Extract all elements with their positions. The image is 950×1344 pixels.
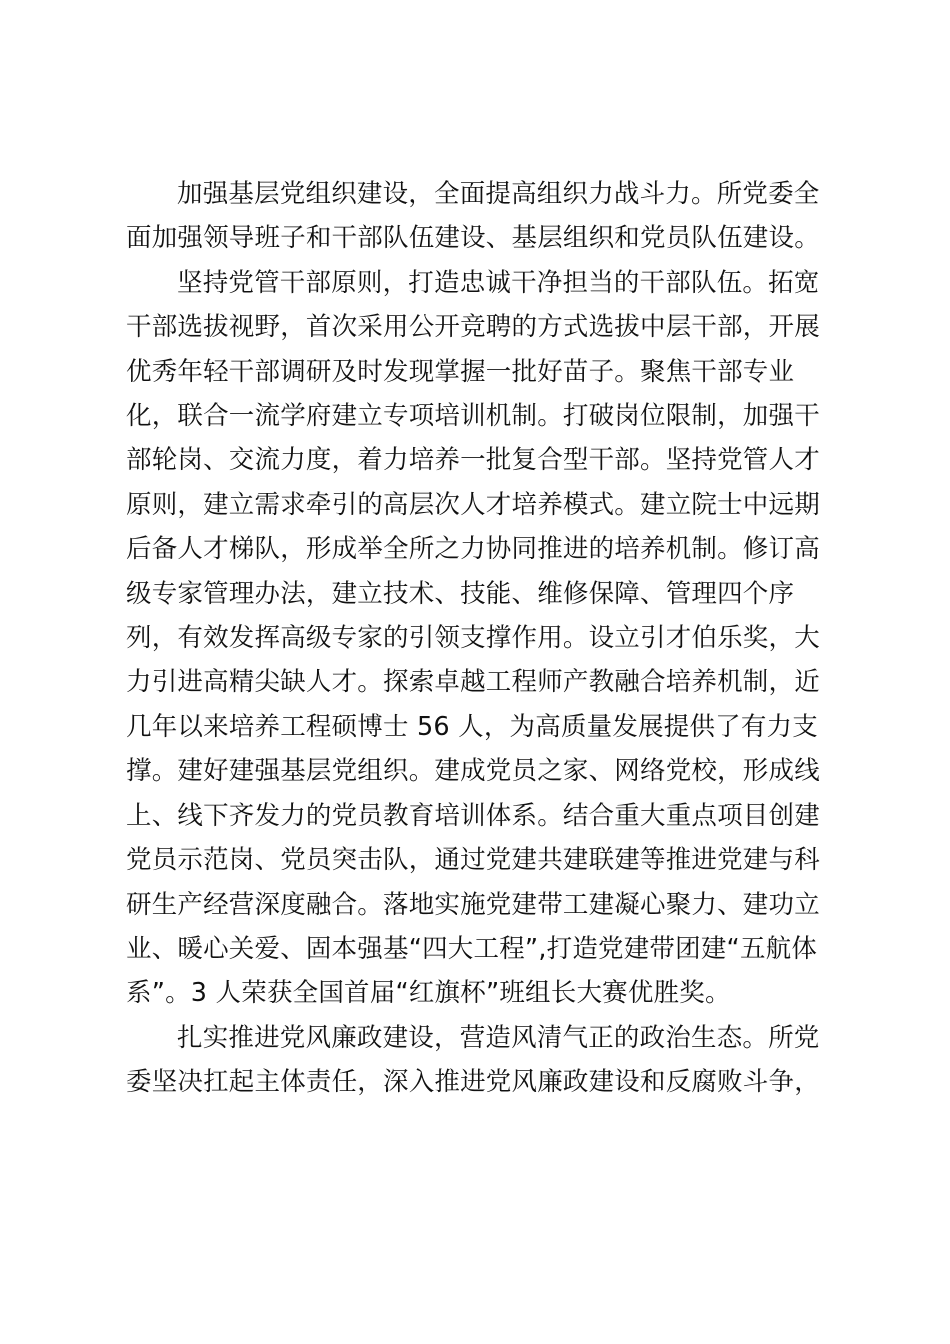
text-line: 力引进高精尖缺人才。探索卓越工程师产教融合培养机制，近 — [126, 667, 820, 698]
text-line: 上、线下齐发力的党员教育培训体系。结合重大重点项目创建 — [126, 800, 820, 831]
text-line: 原则，建立需求牵引的高层次人才培养模式。建立院士中远期 — [126, 489, 820, 520]
text-line: 级专家管理办法，建立技术、技能、维修保障、管理四个序 — [126, 578, 795, 609]
text-line: 列，有效发挥高级专家的引领支撑作用。设立引才伯乐奖，大 — [126, 623, 820, 654]
text-line: 优秀年轻干部调研及时发现掌握一批好苗子。聚焦干部专业 — [126, 356, 795, 387]
text-line: 系”。3 人荣获全国首届“红旗杯”班组长大赛优胜奖。 — [126, 978, 731, 1009]
text-line: 业、暖心关爱、固本强基“四大工程”,打造党建带团建“五航体 — [126, 933, 818, 964]
paragraph-cadre-team — [126, 261, 820, 1016]
text-line: 几年以来培养工程硕博士 56 人，为高质量发展提供了有力支 — [126, 711, 818, 742]
text-line: 面加强领导班子和干部队伍建设、基层组织和党员队伍建设。 — [126, 223, 820, 254]
text-line: 干部选拔视野，首次采用公开竞聘的方式选拔中层干部，开展 — [126, 312, 820, 343]
text-line: 党员示范岗、党员突击队，通过党建共建联建等推进党建与科 — [126, 845, 820, 876]
text-line: 化，联合一流学府建立专项培训机制。打破岗位限制，加强干 — [126, 401, 820, 432]
document-body — [126, 172, 820, 1105]
text-line: 加强基层党组织建设，全面提高组织力战斗力。所党委全 — [177, 179, 820, 209]
text-line: 后备人才梯队，形成举全所之力协同推进的培养机制。修订高 — [126, 534, 820, 565]
text-line: 研生产经营深度融合。落地实施党建带工建凝心聚力、建功立 — [126, 889, 820, 920]
text-line: 撑。建好建强基层党组织。建成党员之家、网络党校，形成线 — [126, 756, 820, 787]
paragraph-grassroots — [126, 172, 820, 261]
text-line: 委坚决扛起主体责任，深入推进党风廉政建设和反腐败斗争， — [126, 1067, 820, 1098]
text-line: 扎实推进党风廉政建设，营造风清气正的政治生态。所党 — [177, 1022, 820, 1053]
paragraph-integrity — [126, 1016, 820, 1105]
text-line: 部轮岗、交流力度，着力培养一批复合型干部。坚持党管人才 — [126, 445, 820, 476]
text-line: 坚持党管干部原则，打造忠诚干净担当的干部队伍。拓宽 — [177, 267, 820, 298]
